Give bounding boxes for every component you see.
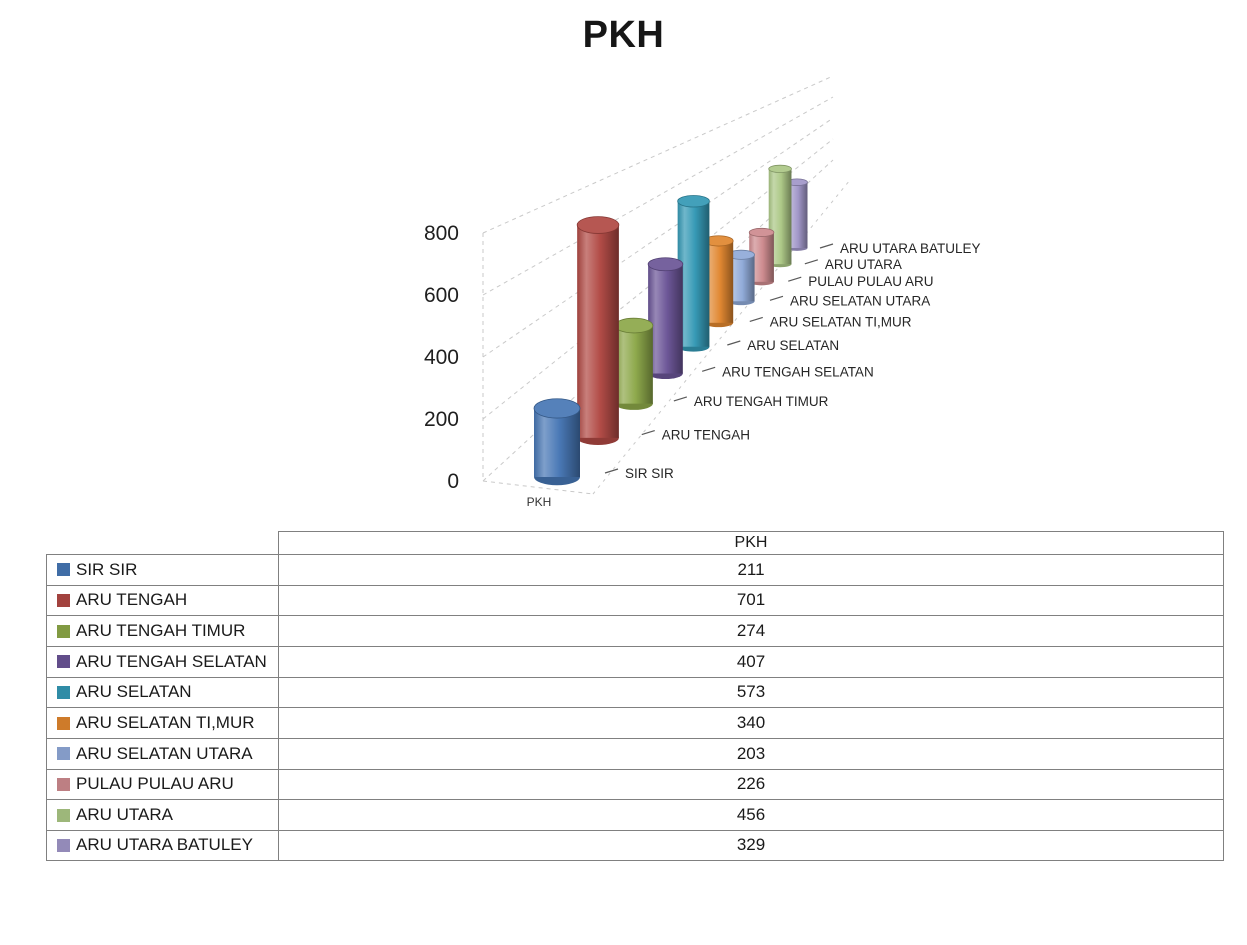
table-row-aru-utara-batuley xyxy=(46,830,1224,861)
row-label-cell[interactable] xyxy=(46,586,278,616)
row-label-text: ARU UTARA xyxy=(76,805,173,825)
category-tick xyxy=(727,341,740,345)
cylinder-sir-sir[interactable] xyxy=(534,399,580,485)
table-header-row xyxy=(46,531,1224,554)
cylinder-aru-tengah-timur[interactable] xyxy=(615,318,653,410)
y-axis-tick-label: 400 xyxy=(423,346,459,369)
row-label-cell[interactable] xyxy=(46,616,278,646)
table-row-sir-sir xyxy=(46,554,1224,585)
row-label-text: SIR SIR xyxy=(76,559,138,579)
row-value-cell[interactable]: 211 xyxy=(278,555,1224,585)
legend-swatch xyxy=(57,778,70,791)
legend-swatch xyxy=(57,839,70,852)
legend-swatch xyxy=(57,655,70,668)
row-value-cell[interactable]: 407 xyxy=(278,647,1224,677)
legend-swatch xyxy=(57,563,70,576)
chart-title: PKH xyxy=(582,14,665,56)
legend-swatch xyxy=(57,747,70,760)
cylinder-body xyxy=(648,264,683,373)
legend-swatch xyxy=(57,625,70,638)
cylinder-body xyxy=(534,408,580,477)
table-body xyxy=(46,554,1224,861)
category-label-aru-selatan-utara: ARU SELATAN UTARA xyxy=(789,293,931,309)
row-value-cell[interactable]: 329 xyxy=(278,831,1224,860)
y-axis-tick-label: 200 xyxy=(423,408,459,431)
category-label-aru-utara-batuley: ARU UTARA BATULEY xyxy=(840,241,981,256)
category-tick xyxy=(674,397,687,401)
category-tick xyxy=(788,277,801,281)
legend-swatch xyxy=(57,717,70,730)
row-label-text: ARU UTARA BATULEY xyxy=(76,835,253,855)
cylinder-top xyxy=(749,228,774,236)
category-label-aru-tengah: ARU TENGAH xyxy=(661,427,751,443)
category-label-aru-tengah-selatan: ARU TENGAH SELATAN xyxy=(722,364,874,380)
table-row-pulau-pulau-aru xyxy=(46,769,1224,800)
cylinder-aru-tengah-selatan[interactable] xyxy=(648,258,683,379)
cylinder-top xyxy=(615,318,653,333)
table-row-aru-utara xyxy=(46,799,1224,830)
category-label-aru-selatan-ti-mur: ARU SELATAN TI,MUR xyxy=(769,314,912,330)
category-label-aru-tengah-timur: ARU TENGAH TIMUR xyxy=(693,393,829,409)
row-label-text: ARU SELATAN TI,MUR xyxy=(76,713,255,733)
x-axis-label: PKH xyxy=(526,495,552,509)
table-header-cell[interactable]: PKH xyxy=(278,531,1224,554)
row-label-text: ARU SELATAN UTARA xyxy=(76,743,253,763)
row-value-cell[interactable]: 340 xyxy=(278,708,1224,738)
row-label-cell[interactable] xyxy=(46,770,278,800)
cylinder-top xyxy=(678,195,710,207)
row-value-cell[interactable]: 203 xyxy=(278,739,1224,769)
legend-swatch xyxy=(57,594,70,607)
row-label-cell[interactable] xyxy=(46,647,278,677)
y-axis-tick-label: 600 xyxy=(423,284,459,307)
legend-swatch xyxy=(57,809,70,822)
category-tick xyxy=(770,296,783,300)
row-label-text: ARU TENGAH TIMUR xyxy=(76,621,246,641)
category-tick xyxy=(750,317,763,321)
row-value-cell[interactable]: 701 xyxy=(278,586,1224,616)
table-row-aru-tengah xyxy=(46,585,1224,616)
category-tick xyxy=(702,367,715,371)
cylinder-body xyxy=(615,326,653,404)
data-table xyxy=(46,531,1224,861)
row-label-cell[interactable] xyxy=(46,739,278,769)
row-label-cell[interactable] xyxy=(46,831,278,860)
y-axis-tick-label: 800 xyxy=(423,222,459,245)
table-row-aru-selatan xyxy=(46,677,1224,708)
row-value-cell[interactable]: 456 xyxy=(278,800,1224,830)
category-tick xyxy=(805,260,818,264)
row-label-cell[interactable] xyxy=(46,800,278,830)
category-label-aru-selatan: ARU SELATAN xyxy=(747,338,840,354)
category-tick xyxy=(820,244,833,248)
cylinder-top xyxy=(769,165,792,172)
table-row-aru-selatan-utara xyxy=(46,738,1224,769)
table-row-aru-tengah-selatan xyxy=(46,646,1224,677)
cylinder-top xyxy=(577,217,619,234)
row-label-cell[interactable] xyxy=(46,708,278,738)
row-label-cell[interactable] xyxy=(46,678,278,708)
row-value-cell[interactable]: 573 xyxy=(278,678,1224,708)
cylinder-aru-tengah[interactable] xyxy=(577,217,619,445)
row-label-text: ARU TENGAH xyxy=(76,590,188,610)
floor-front-edge xyxy=(483,481,593,494)
row-label-text: ARU SELATAN xyxy=(76,682,192,702)
table-header-spacer xyxy=(46,531,278,554)
cylinder-top xyxy=(534,399,580,418)
category-label-pulau-pulau-aru: PULAU PULAU ARU xyxy=(808,274,934,290)
cylinder-body xyxy=(577,225,619,438)
legend-swatch xyxy=(57,686,70,699)
category-tick xyxy=(605,469,618,473)
category-tick xyxy=(642,431,655,435)
cylinder-top xyxy=(648,258,683,271)
category-label-sir-sir: SIR SIR xyxy=(625,466,674,481)
table-row-aru-selatan-ti-mur xyxy=(46,707,1224,738)
row-value-cell[interactable]: 226 xyxy=(278,770,1224,800)
row-value-cell[interactable]: 274 xyxy=(278,616,1224,646)
row-label-cell[interactable] xyxy=(46,555,278,585)
row-label-text: ARU TENGAH SELATAN xyxy=(76,651,267,671)
category-label-aru-utara: ARU UTARA xyxy=(824,256,902,272)
table-row-aru-tengah-timur xyxy=(46,615,1224,646)
row-label-text: PULAU PULAU ARU xyxy=(76,774,234,794)
y-axis-tick-label: 0 xyxy=(447,470,459,493)
